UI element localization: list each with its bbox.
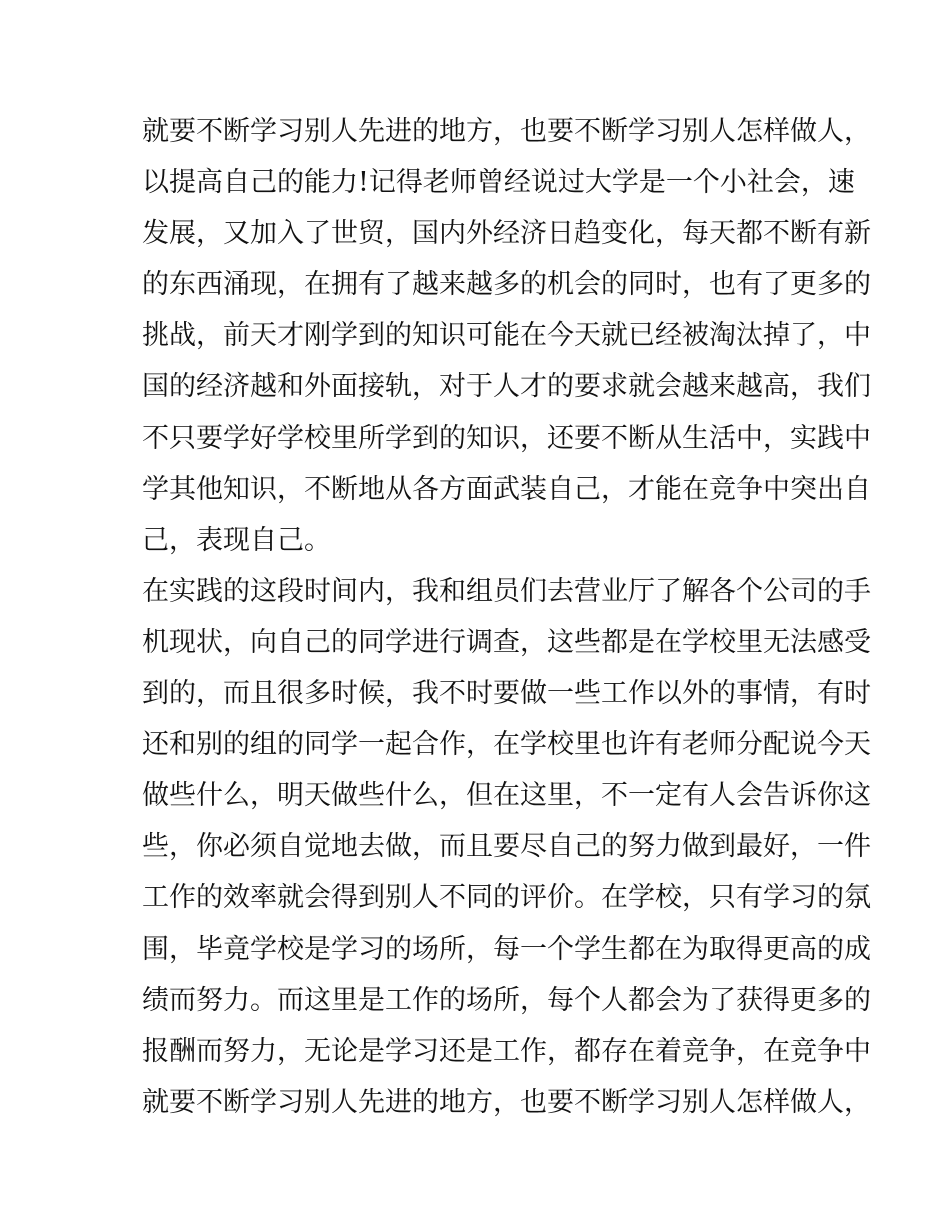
text-line: 机现状，向自己的同学进行调查，这些都是在学校里无法感受 xyxy=(142,626,871,658)
text-line: 以提高自己的能力!记得老师曾经说过大学是一个小社会，速 xyxy=(142,167,855,199)
text-line: 的东西涌现，在拥有了越来越多的机会的同时，也有了更多的 xyxy=(142,269,871,301)
text-line: 些，你必须自觉地去做，而且要尽自己的努力做到最好，一件 xyxy=(142,831,871,863)
text-line: 挑战，前天才刚学到的知识可能在今天就已经被淘汰掉了，中 xyxy=(142,320,871,352)
text-line: 就要不断学习别人先进的地方，也要不断学习别人怎样做人， xyxy=(142,116,871,147)
text-line: 学其他知识，不断地从各方面武装自己，才能在竞争中突出自 xyxy=(142,473,871,505)
text-line: 在实践的这段时间内，我和组员们去营业厅了解各个公司的手 xyxy=(142,575,871,607)
text-line: 工作的效率就会得到别人不同的评价。在学校，只有学习的氛 xyxy=(142,882,871,914)
text-line: 绩而努力。而这里是工作的场所，每个人都会为了获得更多的 xyxy=(142,984,871,1016)
text-line: 做些什么，明天做些什么，但在这里，不一定有人会告诉你这 xyxy=(142,780,871,812)
text-line: 就要不断学习别人先进的地方，也要不断学习别人怎样做人， xyxy=(142,1086,871,1118)
text-line: 国的经济越和外面接轨，对于人才的要求就会越来越高，我们 xyxy=(142,371,871,403)
text-line: 还和别的组的同学一起合作，在学校里也许有老师分配说今天 xyxy=(142,729,871,761)
text-line: 发展，又加入了世贸，国内外经济日趋变化，每天都不断有新 xyxy=(142,218,871,250)
body-text xyxy=(142,106,871,1128)
text-line: 己，表现自己。 xyxy=(142,524,331,556)
text-line: 报酬而努力，无论是学习还是工作，都存在着竞争，在竞争中 xyxy=(142,1035,871,1067)
text-line: 围，毕竟学校是学习的场所，每一个学生都在为取得更高的成 xyxy=(142,933,871,965)
text-line: 到的，而且很多时候，我不时要做一些工作以外的事情，有时 xyxy=(142,678,871,710)
text-line: 不只要学好学校里所学到的知识，还要不断从生活中，实践中 xyxy=(142,422,871,454)
